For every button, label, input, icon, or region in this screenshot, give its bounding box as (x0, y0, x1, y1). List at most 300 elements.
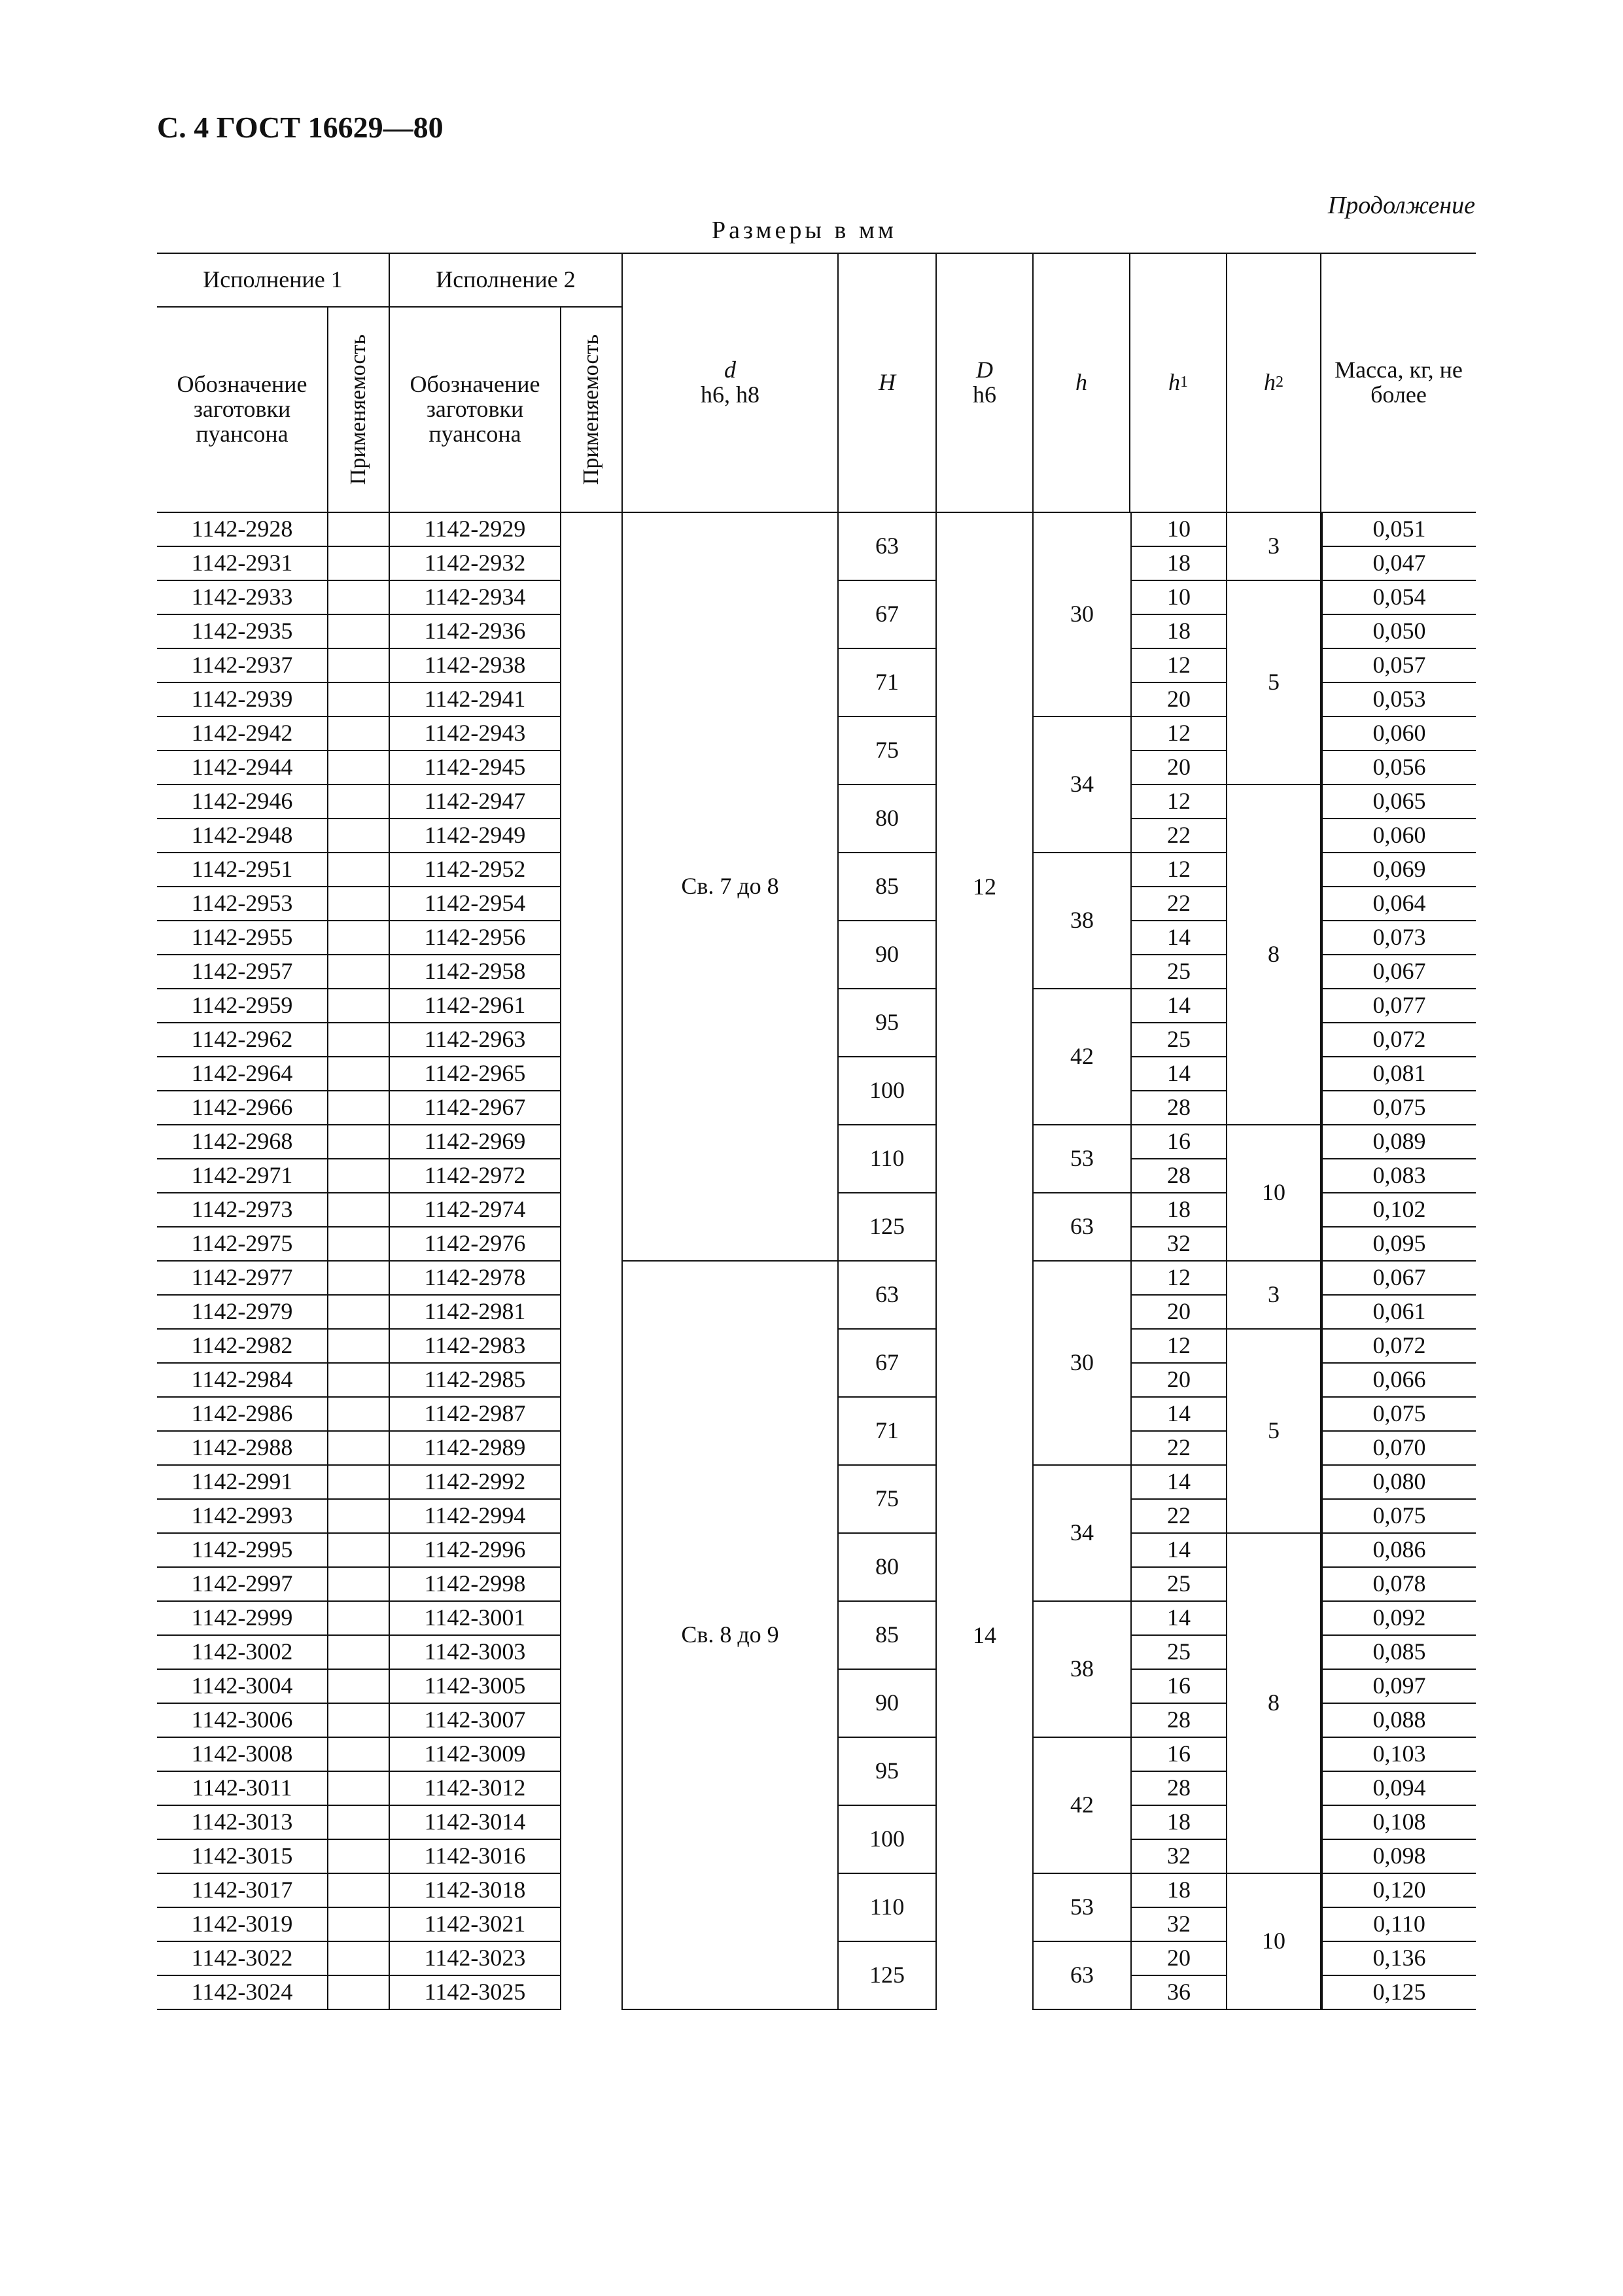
designation-execution-2: 1142-2943 (390, 717, 561, 751)
H-value: 110 (839, 1874, 937, 1942)
applicability-execution-2 (561, 819, 623, 853)
h1-value: 20 (1130, 1364, 1227, 1398)
applicability-execution-1 (328, 1908, 390, 1942)
H-value: 90 (839, 921, 937, 989)
header-applicability-1: Применяемость (328, 308, 390, 513)
applicability-execution-1 (328, 581, 390, 615)
designation-execution-2: 1142-3018 (390, 1874, 561, 1908)
designation-execution-2: 1142-3003 (390, 1636, 561, 1670)
applicability-execution-1 (328, 1806, 390, 1840)
H-value: 80 (839, 785, 937, 853)
h1-value: 14 (1130, 1602, 1227, 1636)
header-h1: h 1 (1130, 253, 1227, 513)
H-value: 85 (839, 1602, 937, 1670)
applicability-execution-1 (328, 1840, 390, 1874)
designation-execution-1: 1142-2939 (157, 683, 328, 717)
designation-execution-1: 1142-2935 (157, 615, 328, 649)
designation-execution-2: 1142-2956 (390, 921, 561, 955)
mass-value: 0,056 (1321, 751, 1476, 785)
designation-execution-1: 1142-2942 (157, 717, 328, 751)
mass-value: 0,125 (1321, 1976, 1476, 2010)
h-value: 42 (1034, 1738, 1130, 1874)
applicability-execution-2 (561, 989, 623, 1023)
designation-execution-2: 1142-2965 (390, 1057, 561, 1091)
applicability-execution-2 (561, 1908, 623, 1942)
H-value: 95 (839, 989, 937, 1057)
H-value: 75 (839, 717, 937, 785)
h1-value: 18 (1130, 615, 1227, 649)
applicability-execution-2 (561, 1159, 623, 1193)
header-D: D h6 (937, 253, 1034, 513)
H-value: 71 (839, 649, 937, 717)
designation-execution-1: 1142-3004 (157, 1670, 328, 1704)
h1-value: 28 (1130, 1159, 1227, 1193)
H-value: 75 (839, 1466, 937, 1534)
h1-value: 22 (1130, 819, 1227, 853)
applicability-execution-1 (328, 1466, 390, 1500)
applicability-execution-1 (328, 1670, 390, 1704)
h1-value: 10 (1130, 513, 1227, 547)
applicability-execution-2 (561, 1262, 623, 1296)
H-value: 100 (839, 1806, 937, 1874)
designation-execution-1: 1142-2988 (157, 1432, 328, 1466)
d-value: Св. 8 до 9 (623, 1262, 839, 2010)
designation-execution-1: 1142-2944 (157, 751, 328, 785)
applicability-execution-2 (561, 547, 623, 581)
applicability-execution-2 (561, 1976, 623, 2010)
mass-value: 0,047 (1321, 547, 1476, 581)
applicability-execution-1 (328, 1125, 390, 1159)
designation-execution-1: 1142-2993 (157, 1500, 328, 1534)
h1-value: 12 (1130, 853, 1227, 887)
header-h: h (1034, 253, 1130, 513)
designation-execution-1: 1142-3019 (157, 1908, 328, 1942)
applicability-execution-2 (561, 1738, 623, 1772)
continuation-label: Продолжение (1327, 192, 1475, 219)
mass-value: 0,083 (1321, 1159, 1476, 1193)
applicability-execution-1 (328, 1568, 390, 1602)
designation-execution-1: 1142-2973 (157, 1193, 328, 1227)
H-value: 71 (839, 1398, 937, 1466)
mass-value: 0,053 (1321, 683, 1476, 717)
mass-value: 0,067 (1321, 1262, 1476, 1296)
applicability-execution-2 (561, 1023, 623, 1057)
h1-value: 12 (1130, 717, 1227, 751)
designation-execution-1: 1142-2955 (157, 921, 328, 955)
header-execution-2: Исполнение 2 (390, 253, 623, 308)
h1-value: 28 (1130, 1772, 1227, 1806)
applicability-execution-1 (328, 1296, 390, 1330)
designation-execution-2: 1142-3016 (390, 1840, 561, 1874)
applicability-execution-1 (328, 1159, 390, 1193)
mass-value: 0,051 (1321, 513, 1476, 547)
applicability-execution-1 (328, 1738, 390, 1772)
h1-value: 14 (1130, 1466, 1227, 1500)
applicability-execution-1 (328, 853, 390, 887)
applicability-execution-2 (561, 1874, 623, 1908)
h1-value: 18 (1130, 1193, 1227, 1227)
designation-execution-2: 1142-2987 (390, 1398, 561, 1432)
H-value: 80 (839, 1534, 937, 1602)
applicability-execution-2 (561, 1602, 623, 1636)
h-value: 34 (1034, 1466, 1130, 1602)
applicability-execution-1 (328, 1976, 390, 2010)
h1-value: 25 (1130, 1636, 1227, 1670)
h1-value: 16 (1130, 1670, 1227, 1704)
header-mass: Масса, кг, не более (1321, 253, 1476, 513)
applicability-execution-1 (328, 1874, 390, 1908)
applicability-execution-2 (561, 1466, 623, 1500)
H-value: 110 (839, 1125, 937, 1193)
h1-value: 20 (1130, 683, 1227, 717)
mass-value: 0,050 (1321, 615, 1476, 649)
designation-execution-1: 1142-2975 (157, 1227, 328, 1262)
header-H: H (839, 253, 937, 513)
H-value: 100 (839, 1057, 937, 1125)
designation-execution-1: 1142-2931 (157, 547, 328, 581)
h1-value: 12 (1130, 785, 1227, 819)
h1-value: 16 (1130, 1125, 1227, 1159)
designation-execution-2: 1142-3025 (390, 1976, 561, 2010)
h-value: 38 (1034, 853, 1130, 989)
h1-value: 32 (1130, 1840, 1227, 1874)
designation-execution-2: 1142-2976 (390, 1227, 561, 1262)
designation-execution-2: 1142-2947 (390, 785, 561, 819)
h1-value: 28 (1130, 1704, 1227, 1738)
designation-execution-1: 1142-2979 (157, 1296, 328, 1330)
H-value: 125 (839, 1942, 937, 2010)
mass-value: 0,080 (1321, 1466, 1476, 1500)
applicability-execution-2 (561, 1704, 623, 1738)
h1-value: 10 (1130, 581, 1227, 615)
applicability-execution-1 (328, 1330, 390, 1364)
designation-execution-2: 1142-2938 (390, 649, 561, 683)
h1-value: 12 (1130, 1262, 1227, 1296)
designation-execution-2: 1142-2963 (390, 1023, 561, 1057)
applicability-execution-1 (328, 1704, 390, 1738)
applicability-execution-1 (328, 649, 390, 683)
designation-execution-1: 1142-2968 (157, 1125, 328, 1159)
applicability-execution-1 (328, 955, 390, 989)
H-value: 85 (839, 853, 937, 921)
h2-value: 10 (1227, 1874, 1321, 2010)
mass-value: 0,075 (1321, 1091, 1476, 1125)
D-value: 12 (937, 513, 1034, 1262)
header-designation-2: Обозначение заготовки пуансона (390, 308, 561, 513)
applicability-execution-2 (561, 1534, 623, 1568)
h1-value: 36 (1130, 1976, 1227, 2010)
dimensions-table (157, 253, 1476, 2013)
applicability-execution-1 (328, 1398, 390, 1432)
mass-value: 0,081 (1321, 1057, 1476, 1091)
designation-execution-2: 1142-3005 (390, 1670, 561, 1704)
designation-execution-2: 1142-2945 (390, 751, 561, 785)
mass-value: 0,120 (1321, 1874, 1476, 1908)
designation-execution-2: 1142-2934 (390, 581, 561, 615)
h1-value: 18 (1130, 1874, 1227, 1908)
designation-execution-2: 1142-3009 (390, 1738, 561, 1772)
applicability-execution-1 (328, 1091, 390, 1125)
designation-execution-1: 1142-2962 (157, 1023, 328, 1057)
mass-value: 0,066 (1321, 1364, 1476, 1398)
applicability-execution-2 (561, 717, 623, 751)
applicability-execution-1 (328, 1772, 390, 1806)
dimensions-note: Размеры в мм (712, 217, 897, 244)
h-value: 30 (1034, 513, 1130, 717)
designation-execution-2: 1142-2985 (390, 1364, 561, 1398)
applicability-execution-2 (561, 887, 623, 921)
designation-execution-1: 1142-2984 (157, 1364, 328, 1398)
applicability-execution-2 (561, 615, 623, 649)
h2-value: 5 (1227, 1330, 1321, 1534)
header-applicability-2: Применяемость (561, 308, 623, 513)
applicability-execution-2 (561, 1568, 623, 1602)
applicability-execution-1 (328, 1193, 390, 1227)
applicability-execution-1 (328, 989, 390, 1023)
applicability-execution-2 (561, 1364, 623, 1398)
H-value: 67 (839, 581, 937, 649)
H-value: 67 (839, 1330, 937, 1398)
mass-value: 0,075 (1321, 1398, 1476, 1432)
h-value: 34 (1034, 717, 1130, 853)
designation-execution-2: 1142-2974 (390, 1193, 561, 1227)
mass-value: 0,057 (1321, 649, 1476, 683)
applicability-execution-1 (328, 1942, 390, 1976)
designation-execution-1: 1142-3006 (157, 1704, 328, 1738)
header-h2: h 2 (1227, 253, 1321, 513)
applicability-execution-1 (328, 1057, 390, 1091)
mass-value: 0,067 (1321, 955, 1476, 989)
applicability-execution-2 (561, 1193, 623, 1227)
applicability-execution-1 (328, 615, 390, 649)
designation-execution-1: 1142-2953 (157, 887, 328, 921)
mass-value: 0,070 (1321, 1432, 1476, 1466)
mass-value: 0,078 (1321, 1568, 1476, 1602)
applicability-execution-2 (561, 921, 623, 955)
applicability-execution-2 (561, 1330, 623, 1364)
h-value: 42 (1034, 989, 1130, 1125)
designation-execution-2: 1142-2989 (390, 1432, 561, 1466)
h1-value: 14 (1130, 989, 1227, 1023)
applicability-execution-2 (561, 1398, 623, 1432)
applicability-execution-1 (328, 513, 390, 547)
designation-execution-2: 1142-2929 (390, 513, 561, 547)
h1-value: 28 (1130, 1091, 1227, 1125)
applicability-execution-2 (561, 513, 623, 547)
h1-value: 20 (1130, 1942, 1227, 1976)
applicability-execution-2 (561, 1840, 623, 1874)
applicability-execution-1 (328, 1023, 390, 1057)
mass-value: 0,095 (1321, 1227, 1476, 1262)
D-value: 14 (937, 1262, 1034, 2010)
designation-execution-1: 1142-2997 (157, 1568, 328, 1602)
H-value: 125 (839, 1193, 937, 1262)
designation-execution-1: 1142-2933 (157, 581, 328, 615)
designation-execution-2: 1142-2996 (390, 1534, 561, 1568)
designation-execution-1: 1142-2937 (157, 649, 328, 683)
applicability-execution-2 (561, 1227, 623, 1262)
designation-execution-1: 1142-2928 (157, 513, 328, 547)
h-value: 53 (1034, 1874, 1130, 1942)
h1-value: 12 (1130, 1330, 1227, 1364)
designation-execution-2: 1142-2983 (390, 1330, 561, 1364)
h1-value: 25 (1130, 1023, 1227, 1057)
mass-value: 0,103 (1321, 1738, 1476, 1772)
h2-value: 8 (1227, 1534, 1321, 1874)
designation-execution-1: 1142-3024 (157, 1976, 328, 2010)
applicability-execution-2 (561, 785, 623, 819)
designation-execution-2: 1142-2961 (390, 989, 561, 1023)
designation-execution-2: 1142-2952 (390, 853, 561, 887)
mass-value: 0,060 (1321, 819, 1476, 853)
h2-value: 5 (1227, 581, 1321, 785)
applicability-execution-2 (561, 1296, 623, 1330)
H-value: 63 (839, 513, 937, 581)
applicability-execution-2 (561, 1091, 623, 1125)
mass-value: 0,077 (1321, 989, 1476, 1023)
designation-execution-1: 1142-2959 (157, 989, 328, 1023)
h2-value: 8 (1227, 785, 1321, 1125)
designation-execution-1: 1142-2999 (157, 1602, 328, 1636)
h1-value: 18 (1130, 1806, 1227, 1840)
h-value: 30 (1034, 1262, 1130, 1466)
designation-execution-2: 1142-3021 (390, 1908, 561, 1942)
mass-value: 0,108 (1321, 1806, 1476, 1840)
applicability-execution-1 (328, 1262, 390, 1296)
applicability-execution-2 (561, 1432, 623, 1466)
h-value: 53 (1034, 1125, 1130, 1193)
h-value: 63 (1034, 1942, 1130, 2010)
applicability-execution-2 (561, 1806, 623, 1840)
applicability-execution-2 (561, 649, 623, 683)
designation-execution-1: 1142-2966 (157, 1091, 328, 1125)
H-value: 63 (839, 1262, 937, 1330)
h1-value: 14 (1130, 1398, 1227, 1432)
designation-execution-1: 1142-2957 (157, 955, 328, 989)
applicability-execution-1 (328, 717, 390, 751)
h1-value: 20 (1130, 1296, 1227, 1330)
h1-value: 22 (1130, 887, 1227, 921)
mass-value: 0,098 (1321, 1840, 1476, 1874)
h1-value: 25 (1130, 955, 1227, 989)
h1-value: 14 (1130, 1534, 1227, 1568)
designation-execution-1: 1142-3015 (157, 1840, 328, 1874)
designation-execution-2: 1142-2954 (390, 887, 561, 921)
h1-value: 12 (1130, 649, 1227, 683)
h1-value: 14 (1130, 1057, 1227, 1091)
applicability-execution-1 (328, 547, 390, 581)
designation-execution-2: 1142-3007 (390, 1704, 561, 1738)
designation-execution-1: 1142-3002 (157, 1636, 328, 1670)
h-value: 38 (1034, 1602, 1130, 1738)
h1-value: 18 (1130, 547, 1227, 581)
applicability-execution-1 (328, 1227, 390, 1262)
applicability-execution-2 (561, 853, 623, 887)
h1-value: 32 (1130, 1908, 1227, 1942)
applicability-execution-1 (328, 1432, 390, 1466)
designation-execution-1: 1142-2991 (157, 1466, 328, 1500)
designation-execution-2: 1142-3012 (390, 1772, 561, 1806)
applicability-execution-1 (328, 1364, 390, 1398)
designation-execution-2: 1142-2998 (390, 1568, 561, 1602)
applicability-execution-2 (561, 1942, 623, 1976)
designation-execution-1: 1142-2964 (157, 1057, 328, 1091)
designation-execution-2: 1142-2994 (390, 1500, 561, 1534)
designation-execution-1: 1142-3013 (157, 1806, 328, 1840)
h-value: 63 (1034, 1193, 1130, 1262)
applicability-execution-1 (328, 785, 390, 819)
designation-execution-2: 1142-2978 (390, 1262, 561, 1296)
h1-value: 14 (1130, 921, 1227, 955)
designation-execution-1: 1142-2971 (157, 1159, 328, 1193)
mass-value: 0,065 (1321, 785, 1476, 819)
mass-value: 0,069 (1321, 853, 1476, 887)
mass-value: 0,089 (1321, 1125, 1476, 1159)
designation-execution-2: 1142-2992 (390, 1466, 561, 1500)
designation-execution-1: 1142-2946 (157, 785, 328, 819)
mass-value: 0,086 (1321, 1534, 1476, 1568)
mass-value: 0,136 (1321, 1942, 1476, 1976)
designation-execution-1: 1142-3008 (157, 1738, 328, 1772)
mass-value: 0,072 (1321, 1023, 1476, 1057)
applicability-execution-1 (328, 751, 390, 785)
h2-value: 10 (1227, 1125, 1321, 1262)
applicability-execution-2 (561, 683, 623, 717)
designation-execution-2: 1142-3023 (390, 1942, 561, 1976)
designation-execution-1: 1142-2951 (157, 853, 328, 887)
h1-value: 16 (1130, 1738, 1227, 1772)
designation-execution-2: 1142-2941 (390, 683, 561, 717)
header-execution-1: Исполнение 1 (157, 253, 390, 308)
d-value: Св. 7 до 8 (623, 513, 839, 1262)
mass-value: 0,061 (1321, 1296, 1476, 1330)
designation-execution-2: 1142-3001 (390, 1602, 561, 1636)
header-d: d h6, h8 (623, 253, 839, 513)
designation-execution-1: 1142-2982 (157, 1330, 328, 1364)
designation-execution-1: 1142-2995 (157, 1534, 328, 1568)
applicability-execution-1 (328, 1500, 390, 1534)
mass-value: 0,110 (1321, 1908, 1476, 1942)
mass-value: 0,088 (1321, 1704, 1476, 1738)
applicability-execution-2 (561, 1057, 623, 1091)
applicability-execution-2 (561, 1772, 623, 1806)
h1-value: 20 (1130, 751, 1227, 785)
applicability-execution-1 (328, 1602, 390, 1636)
mass-value: 0,064 (1321, 887, 1476, 921)
applicability-execution-1 (328, 1534, 390, 1568)
applicability-execution-1 (328, 683, 390, 717)
header-designation-1: Обозначение заготовки пуансона (157, 308, 328, 513)
designation-execution-2: 1142-2967 (390, 1091, 561, 1125)
h1-value: 32 (1130, 1227, 1227, 1262)
applicability-execution-1 (328, 921, 390, 955)
designation-execution-2: 1142-2981 (390, 1296, 561, 1330)
designation-execution-2: 1142-3014 (390, 1806, 561, 1840)
mass-value: 0,060 (1321, 717, 1476, 751)
mass-value: 0,094 (1321, 1772, 1476, 1806)
applicability-execution-2 (561, 1125, 623, 1159)
applicability-execution-2 (561, 1500, 623, 1534)
h2-value: 3 (1227, 1262, 1321, 1330)
H-value: 90 (839, 1670, 937, 1738)
mass-value: 0,102 (1321, 1193, 1476, 1227)
designation-execution-2: 1142-2958 (390, 955, 561, 989)
h1-value: 22 (1130, 1432, 1227, 1466)
mass-value: 0,097 (1321, 1670, 1476, 1704)
mass-value: 0,073 (1321, 921, 1476, 955)
designation-execution-2: 1142-2936 (390, 615, 561, 649)
designation-execution-1: 1142-2986 (157, 1398, 328, 1432)
